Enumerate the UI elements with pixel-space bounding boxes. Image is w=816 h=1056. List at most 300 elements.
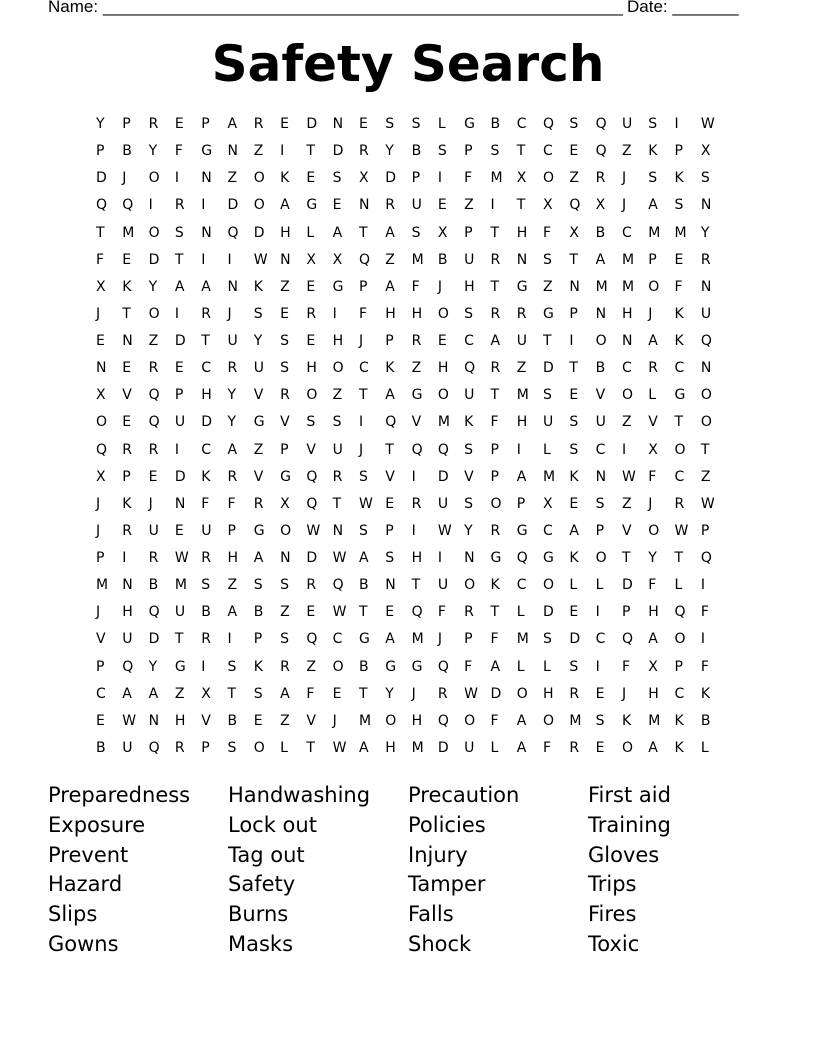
grid-letter[interactable]: X [332, 251, 343, 268]
grid-letter[interactable]: N [385, 577, 396, 594]
grid-letter[interactable]: Z [174, 685, 185, 702]
grid-letter[interactable]: E [122, 360, 132, 377]
grid-letter[interactable]: O [648, 522, 660, 539]
grid-letter[interactable]: Z [306, 658, 316, 675]
grid-letter[interactable]: P [385, 333, 394, 349]
grid-letter[interactable]: P [464, 143, 473, 160]
grid-letter[interactable]: C [332, 631, 343, 648]
grid-letter[interactable]: S [358, 468, 368, 485]
grid-letter[interactable]: E [569, 143, 579, 160]
grid-letter[interactable]: I [595, 604, 600, 621]
grid-letter[interactable]: Y [96, 116, 105, 132]
grid-letter[interactable]: O [332, 360, 344, 377]
grid-letter[interactable]: N [280, 251, 291, 268]
grid-letter[interactable]: L [306, 224, 315, 241]
grid-letter[interactable]: I [700, 631, 705, 648]
grid-letter[interactable]: O [253, 170, 265, 187]
grid-letter[interactable]: H [621, 305, 633, 322]
grid-letter[interactable]: E [174, 522, 184, 539]
grid-letter[interactable]: K [674, 712, 684, 729]
grid-letter[interactable]: Q [516, 550, 528, 566]
grid-letter[interactable]: V [201, 712, 211, 729]
grid-letter[interactable]: U [437, 495, 449, 512]
grid-letter[interactable]: Q [96, 197, 108, 214]
grid-letter[interactable]: N [174, 495, 186, 512]
grid-letter[interactable]: R [201, 550, 211, 566]
grid-letter[interactable]: D [148, 251, 160, 268]
grid-letter[interactable]: Q [621, 631, 633, 648]
grid-letter[interactable]: R [490, 251, 501, 268]
grid-letter[interactable]: Y [148, 143, 158, 160]
grid-letter[interactable]: S [253, 685, 263, 702]
grid-letter[interactable]: E [674, 251, 684, 268]
grid-letter[interactable]: Z [621, 143, 632, 160]
grid-letter[interactable]: N [700, 360, 712, 377]
grid-letter[interactable]: M [516, 631, 529, 648]
grid-letter[interactable]: N [122, 333, 133, 349]
grid-letter[interactable]: F [227, 495, 236, 512]
grid-letter[interactable]: Y [385, 685, 394, 702]
grid-letter[interactable]: F [543, 224, 552, 241]
grid-letter[interactable]: D [96, 170, 107, 187]
grid-letter[interactable]: I [227, 631, 232, 648]
grid-letter[interactable]: D [621, 577, 633, 594]
grid-letter[interactable]: P [96, 143, 105, 160]
grid-letter[interactable]: M [411, 251, 424, 268]
grid-letter[interactable]: X [437, 224, 448, 241]
grid-letter[interactable]: H [648, 604, 659, 621]
grid-letter[interactable]: Z [253, 143, 264, 160]
grid-letter[interactable]: I [332, 305, 337, 322]
grid-letter[interactable]: N [227, 143, 238, 160]
grid-letter[interactable]: L [674, 577, 683, 594]
grid-letter[interactable]: E [595, 685, 605, 702]
grid-letter[interactable]: P [122, 116, 131, 132]
grid-letter[interactable]: K [674, 333, 684, 349]
grid-letter[interactable]: T [174, 631, 184, 648]
grid-letter[interactable]: C [358, 360, 369, 377]
grid-letter[interactable]: H [201, 387, 212, 404]
grid-letter[interactable]: W [700, 116, 715, 132]
grid-letter[interactable]: U [437, 577, 449, 594]
grid-letter[interactable]: H [437, 360, 449, 377]
grid-letter[interactable]: I [201, 251, 206, 268]
grid-letter[interactable]: H [227, 550, 239, 566]
grid-letter[interactable]: U [595, 414, 606, 431]
grid-letter[interactable]: I [437, 550, 442, 566]
grid-letter[interactable]: E [437, 333, 447, 349]
grid-letter[interactable]: S [306, 414, 316, 431]
grid-letter[interactable]: O [674, 631, 686, 648]
grid-letter[interactable]: T [201, 333, 210, 349]
grid-letter[interactable]: L [516, 658, 525, 675]
grid-letter[interactable]: P [490, 441, 499, 458]
grid-letter[interactable]: K [674, 170, 684, 187]
grid-letter[interactable]: X [280, 495, 290, 512]
grid-letter[interactable]: P [96, 550, 105, 566]
grid-letter[interactable]: N [621, 333, 633, 349]
grid-letter[interactable]: G [516, 278, 528, 295]
grid-letter[interactable]: R [464, 604, 474, 621]
grid-letter[interactable]: E [437, 197, 447, 214]
grid-letter[interactable]: S [648, 170, 658, 187]
grid-letter[interactable]: A [227, 604, 238, 621]
grid-letter[interactable]: W [253, 251, 268, 268]
grid-letter[interactable]: D [227, 197, 239, 214]
grid-letter[interactable]: P [464, 631, 473, 648]
grid-letter[interactable]: G [358, 631, 370, 648]
grid-letter[interactable]: X [358, 170, 369, 187]
grid-letter[interactable]: L [569, 577, 578, 594]
grid-letter[interactable]: M [122, 224, 135, 241]
grid-letter[interactable]: U [621, 116, 633, 132]
grid-letter[interactable]: D [148, 631, 160, 648]
grid-letter[interactable]: K [648, 143, 658, 160]
grid-letter[interactable]: G [253, 522, 265, 539]
grid-letter[interactable]: E [569, 387, 579, 404]
grid-letter[interactable]: V [621, 522, 632, 539]
grid-letter[interactable]: S [464, 495, 474, 512]
grid-letter[interactable]: P [516, 495, 526, 512]
grid-letter[interactable]: M [358, 712, 372, 729]
grid-letter[interactable]: Q [148, 414, 160, 431]
grid-letter[interactable]: H [385, 305, 396, 322]
grid-letter[interactable]: R [648, 360, 658, 377]
grid-letter[interactable]: I [674, 116, 679, 132]
grid-letter[interactable]: V [648, 414, 658, 431]
grid-letter[interactable]: R [358, 143, 369, 160]
grid-letter[interactable]: D [437, 468, 449, 485]
grid-letter[interactable]: V [280, 414, 290, 431]
grid-letter[interactable]: W [332, 739, 347, 756]
grid-letter[interactable]: B [148, 577, 159, 594]
grid-letter[interactable]: A [385, 387, 395, 404]
grid-letter[interactable]: A [358, 739, 369, 756]
grid-letter[interactable]: P [621, 604, 631, 621]
grid-letter[interactable]: J [148, 495, 153, 512]
grid-letter[interactable]: U [411, 197, 422, 214]
grid-letter[interactable]: R [595, 170, 606, 187]
grid-letter[interactable]: Z [543, 278, 553, 295]
grid-letter[interactable]: Z [148, 333, 159, 349]
grid-letter[interactable]: Q [306, 631, 318, 648]
grid-letter[interactable]: Q [148, 604, 160, 621]
grid-letter[interactable]: M [411, 631, 424, 648]
grid-letter[interactable]: U [253, 360, 265, 377]
grid-letter[interactable]: B [96, 739, 106, 756]
grid-letter[interactable]: C [201, 360, 211, 377]
grid-letter[interactable]: E [306, 604, 316, 621]
grid-letter[interactable]: Q [122, 197, 134, 214]
grid-letter[interactable]: N [464, 550, 475, 566]
grid-letter[interactable]: Q [437, 658, 449, 675]
grid-letter[interactable]: R [148, 441, 159, 458]
grid-letter[interactable]: H [174, 712, 186, 729]
grid-letter[interactable]: A [648, 739, 658, 756]
grid-letter[interactable]: R [253, 116, 264, 132]
grid-letter[interactable]: R [122, 522, 133, 539]
grid-letter[interactable]: P [385, 522, 394, 539]
grid-letter[interactable]: F [543, 739, 552, 756]
grid-letter[interactable]: H [122, 604, 133, 621]
grid-letter[interactable]: K [122, 495, 132, 512]
grid-letter[interactable]: P [253, 631, 263, 648]
grid-letter[interactable]: M [411, 739, 424, 756]
grid-letter[interactable]: F [490, 712, 499, 729]
grid-letter[interactable]: Y [385, 143, 394, 160]
grid-letter[interactable]: T [621, 550, 631, 566]
grid-letter[interactable]: T [490, 604, 500, 621]
grid-letter[interactable]: Z [227, 577, 238, 594]
grid-letter[interactable]: S [201, 577, 211, 594]
grid-letter[interactable]: B [490, 116, 501, 132]
grid-letter[interactable]: V [306, 712, 316, 729]
grid-letter[interactable]: N [358, 197, 370, 214]
grid-letter[interactable]: U [464, 387, 475, 404]
grid-letter[interactable]: A [358, 550, 369, 566]
grid-letter[interactable]: R [385, 197, 395, 214]
grid-letter[interactable]: G [674, 387, 686, 404]
grid-letter[interactable]: S [543, 387, 552, 404]
grid-letter[interactable]: K [201, 468, 211, 485]
grid-letter[interactable]: S [332, 170, 342, 187]
grid-letter[interactable]: G [280, 468, 291, 485]
grid-letter[interactable]: B [595, 224, 606, 241]
grid-letter[interactable]: D [174, 468, 186, 485]
grid-letter[interactable]: I [700, 577, 705, 594]
grid-letter[interactable]: U [700, 305, 712, 322]
grid-letter[interactable]: H [464, 278, 475, 295]
grid-letter[interactable]: Z [516, 360, 527, 377]
grid-letter[interactable]: N [280, 550, 291, 566]
grid-letter[interactable]: P [96, 658, 105, 675]
grid-letter[interactable]: S [280, 631, 289, 648]
grid-letter[interactable]: O [332, 658, 344, 675]
grid-letter[interactable]: K [280, 170, 290, 187]
grid-letter[interactable]: S [648, 116, 658, 132]
grid-letter[interactable]: N [700, 197, 712, 214]
grid-letter[interactable]: S [227, 658, 237, 675]
grid-letter[interactable]: Z [621, 495, 632, 512]
grid-letter[interactable]: P [227, 522, 236, 539]
grid-letter[interactable]: B [358, 577, 369, 594]
grid-letter[interactable]: A [332, 224, 343, 241]
grid-letter[interactable]: Q [437, 441, 449, 458]
grid-letter[interactable]: Z [253, 441, 264, 458]
grid-letter[interactable]: N [227, 278, 238, 295]
grid-letter[interactable]: T [385, 441, 394, 458]
grid-letter[interactable]: Z [280, 604, 290, 621]
grid-letter[interactable]: A [516, 739, 527, 756]
grid-letter[interactable]: H [648, 685, 659, 702]
grid-letter[interactable]: X [543, 197, 553, 214]
grid-letter[interactable]: J [437, 631, 442, 648]
grid-letter[interactable]: U [174, 604, 186, 621]
grid-letter[interactable]: N [569, 278, 580, 295]
grid-letter[interactable]: A [227, 441, 238, 458]
grid-letter[interactable]: U [227, 333, 238, 349]
grid-letter[interactable]: T [174, 251, 184, 268]
grid-letter[interactable]: R [148, 116, 159, 132]
grid-letter[interactable]: E [122, 414, 132, 431]
grid-letter[interactable]: X [648, 441, 658, 458]
grid-letter[interactable]: F [648, 577, 657, 594]
grid-letter[interactable]: I [411, 522, 416, 539]
grid-letter[interactable]: U [332, 441, 343, 458]
grid-letter[interactable]: T [569, 251, 578, 268]
grid-letter[interactable]: Q [674, 604, 686, 621]
grid-letter[interactable]: J [332, 712, 337, 729]
grid-letter[interactable]: W [174, 550, 189, 566]
grid-letter[interactable]: Q [148, 739, 160, 756]
grid-letter[interactable]: K [253, 278, 263, 295]
grid-letter[interactable]: C [674, 360, 685, 377]
grid-letter[interactable]: F [648, 468, 657, 485]
grid-letter[interactable]: O [621, 739, 633, 756]
grid-letter[interactable]: R [490, 360, 501, 377]
grid-letter[interactable]: D [437, 739, 449, 756]
grid-letter[interactable]: Q [227, 224, 239, 241]
grid-letter[interactable]: K [700, 685, 711, 702]
grid-letter[interactable]: Q [358, 251, 370, 268]
grid-letter[interactable]: A [648, 631, 658, 648]
grid-letter[interactable]: Q [306, 468, 318, 485]
grid-letter[interactable]: M [648, 224, 661, 241]
grid-letter[interactable]: A [280, 197, 290, 214]
grid-letter[interactable]: D [306, 116, 318, 132]
grid-letter[interactable]: X [648, 658, 658, 675]
grid-letter[interactable]: G [490, 550, 502, 566]
grid-letter[interactable]: O [648, 278, 660, 295]
grid-letter[interactable]: F [700, 658, 709, 675]
grid-letter[interactable]: G [253, 414, 265, 431]
grid-letter[interactable]: E [174, 360, 184, 377]
grid-letter[interactable]: Z [332, 387, 343, 404]
grid-letter[interactable]: J [648, 495, 653, 512]
grid-letter[interactable]: Y [700, 224, 710, 241]
grid-letter[interactable]: S [569, 414, 579, 431]
grid-letter[interactable]: R [437, 685, 448, 702]
grid-letter[interactable]: U [201, 522, 212, 539]
grid-letter[interactable]: D [385, 170, 397, 187]
grid-letter[interactable]: S [437, 143, 447, 160]
grid-letter[interactable]: P [674, 143, 683, 160]
grid-letter[interactable]: R [280, 658, 290, 675]
grid-letter[interactable]: E [306, 333, 316, 349]
grid-letter[interactable]: Q [700, 550, 712, 566]
grid-letter[interactable]: G [516, 522, 528, 539]
grid-letter[interactable]: K [674, 305, 684, 322]
grid-letter[interactable]: Z [385, 251, 395, 268]
grid-letter[interactable]: V [96, 631, 106, 648]
grid-letter[interactable]: M [174, 577, 187, 594]
grid-letter[interactable]: P [490, 468, 499, 485]
grid-letter[interactable]: G [174, 658, 186, 675]
grid-letter[interactable]: I [280, 143, 285, 160]
grid-letter[interactable]: X [700, 143, 711, 160]
grid-letter[interactable]: Z [569, 170, 579, 187]
grid-letter[interactable]: Y [227, 414, 237, 431]
grid-letter[interactable]: R [411, 333, 422, 349]
grid-letter[interactable]: E [148, 468, 158, 485]
grid-letter[interactable]: Q [411, 441, 423, 458]
grid-letter[interactable]: K [674, 739, 684, 756]
grid-letter[interactable]: S [595, 712, 605, 729]
grid-letter[interactable]: Z [227, 170, 238, 187]
grid-letter[interactable]: W [122, 712, 137, 729]
grid-letter[interactable]: I [621, 441, 627, 458]
grid-letter[interactable]: F [96, 251, 105, 268]
grid-letter[interactable]: H [306, 360, 317, 377]
grid-letter[interactable]: M [96, 577, 109, 594]
grid-letter[interactable]: W [332, 604, 347, 621]
grid-letter[interactable]: H [385, 739, 396, 756]
grid-letter[interactable]: F [700, 604, 709, 621]
grid-letter[interactable]: M [569, 712, 582, 729]
grid-letter[interactable]: O [621, 387, 633, 404]
grid-letter[interactable]: F [201, 495, 210, 512]
grid-letter[interactable]: T [122, 305, 131, 322]
grid-letter[interactable]: S [411, 224, 421, 241]
grid-letter[interactable]: Z [464, 197, 474, 214]
grid-letter[interactable]: F [490, 414, 499, 431]
grid-letter[interactable]: I [174, 170, 180, 187]
grid-letter[interactable]: B [201, 604, 211, 621]
grid-letter[interactable]: E [96, 333, 105, 349]
grid-letter[interactable]: M [648, 712, 661, 729]
grid-letter[interactable]: N [332, 522, 344, 539]
grid-letter[interactable]: A [385, 224, 395, 241]
grid-letter[interactable]: D [174, 333, 186, 349]
grid-letter[interactable]: I [595, 658, 600, 675]
grid-letter[interactable]: T [358, 387, 368, 404]
grid-letter[interactable]: E [569, 495, 579, 512]
grid-letter[interactable]: R [569, 685, 580, 702]
grid-letter[interactable]: S [569, 658, 579, 675]
grid-letter[interactable]: E [280, 116, 289, 132]
grid-letter[interactable]: S [227, 739, 237, 756]
grid-letter[interactable]: R [490, 522, 501, 539]
grid-letter[interactable]: J [96, 522, 101, 539]
grid-letter[interactable]: J [96, 495, 101, 512]
grid-letter[interactable]: L [543, 441, 551, 458]
grid-letter[interactable]: B [253, 604, 264, 621]
grid-letter[interactable]: H [332, 333, 344, 349]
grid-letter[interactable]: U [543, 414, 554, 431]
grid-letter[interactable]: R [253, 495, 264, 512]
grid-letter[interactable]: Q [148, 387, 160, 404]
grid-letter[interactable]: R [148, 360, 159, 377]
grid-letter[interactable]: L [280, 739, 288, 756]
grid-letter[interactable]: C [96, 685, 106, 702]
grid-letter[interactable]: A [648, 197, 658, 214]
grid-letter[interactable]: O [464, 712, 476, 729]
grid-letter[interactable]: U [464, 251, 475, 268]
grid-letter[interactable]: E [385, 495, 395, 512]
grid-letter[interactable]: T [490, 387, 500, 404]
grid-letter[interactable]: G [543, 550, 554, 566]
grid-letter[interactable]: F [306, 685, 315, 702]
grid-letter[interactable]: R [122, 441, 133, 458]
grid-letter[interactable]: S [358, 522, 368, 539]
grid-letter[interactable]: T [332, 495, 342, 512]
grid-letter[interactable]: U [148, 522, 159, 539]
grid-letter[interactable]: N [595, 468, 607, 485]
grid-letter[interactable]: Y [227, 387, 237, 404]
grid-letter[interactable]: I [201, 197, 206, 214]
grid-letter[interactable]: K [253, 658, 263, 675]
grid-letter[interactable]: L [516, 604, 525, 621]
